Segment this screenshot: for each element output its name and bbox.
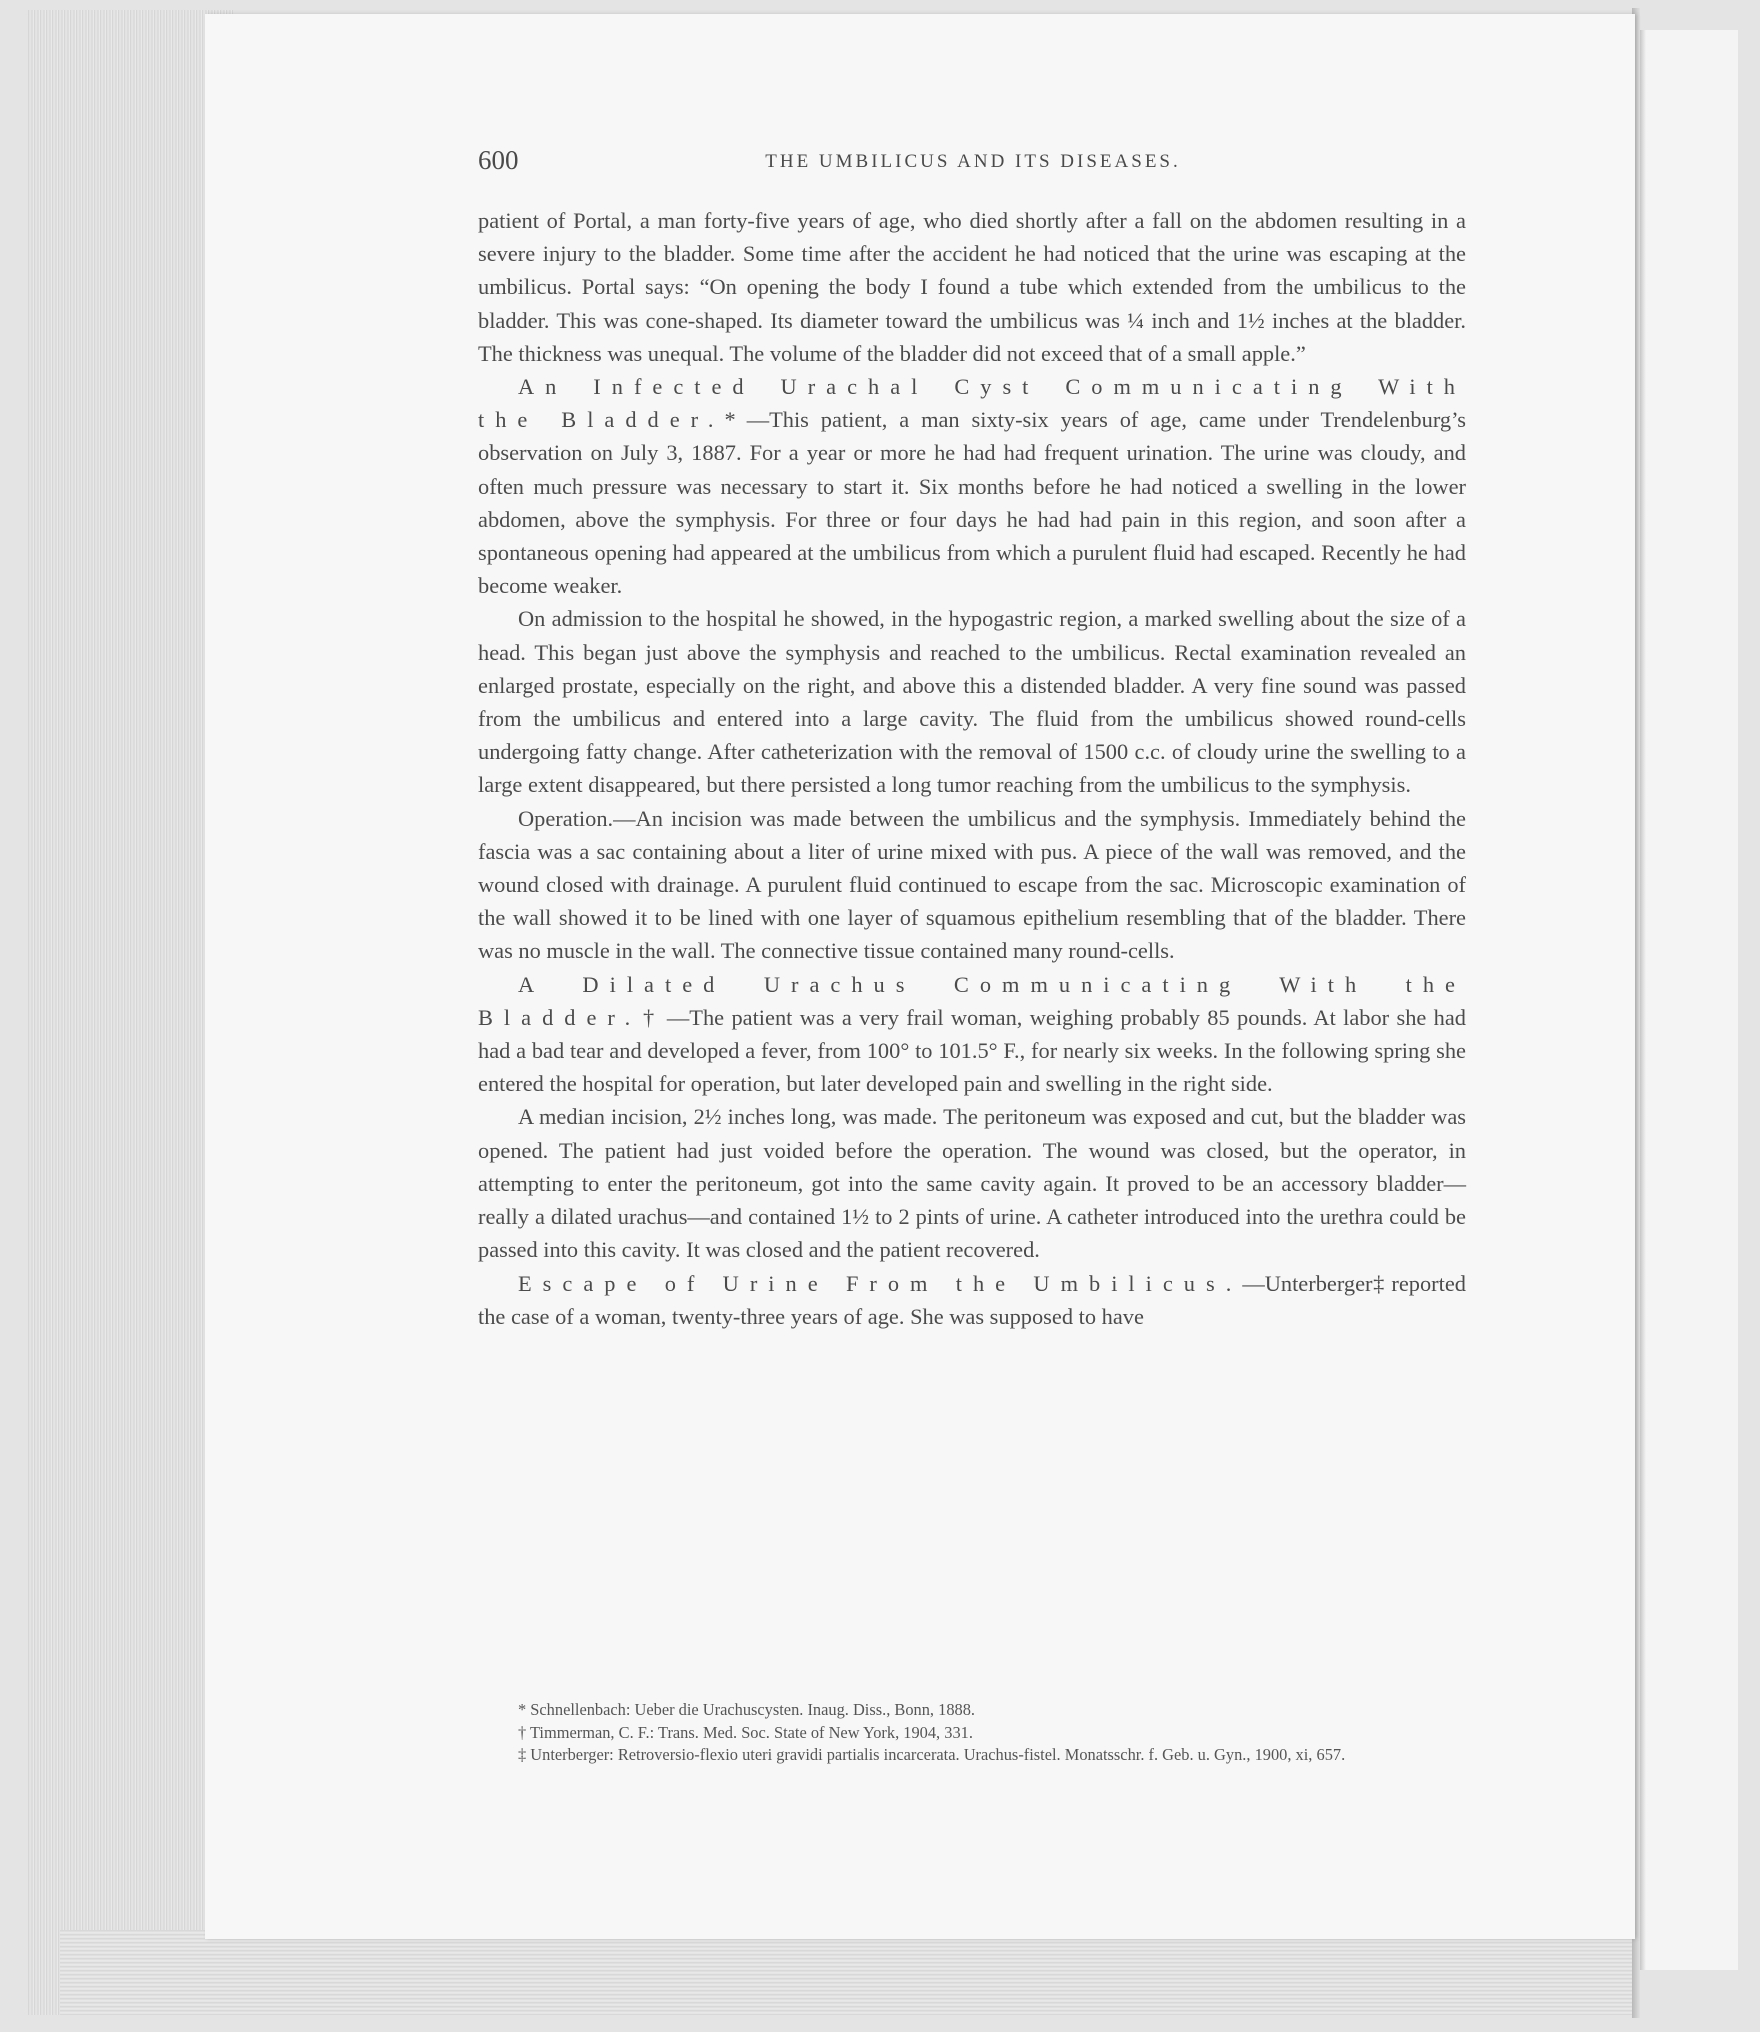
paragraph-median-incision: A median incision, 2½ inches long, was made. The peritoneum was exposed and cut, but the bladder was opened. The patient had just voided before the operation. The wound was closed, but the operator, in attempting to enter the peritoneum, got into the same cavity again. It proved to be an accessory bladder—really a dilated urachus—and contained 1½ to 2 pints of urine. A catheter introduced into the urethra could be passed into this cavity. It was closed and the patient recovered. bbox=[478, 1104, 1466, 1263]
paragraph-escape-of-urine bbox=[478, 1267, 1466, 1333]
paragraph-dilated-urachus bbox=[478, 968, 1466, 1101]
section-heading-infected-urachal-cyst: An Infected Urachal Cyst Communicating With the Bladder.* bbox=[478, 374, 1466, 433]
facing-page-strip bbox=[1640, 30, 1738, 1970]
paragraph-infected-urachal-cyst-body: —This patient, a man sixty-six years of age, came under Trendelenburg’s observation on July 3, 1887. For a year or more he had had frequent urination. The urine was cloudy, and often much pressure was necessary to start it. Six months before he had noticed a swelling in the lower abdomen, above the symphysis. For three or four days he had had pain in this region, and soon after a spontaneous opening had appeared at the umbilicus from which a purulent fluid had escaped. Recently he had become weaker. bbox=[478, 407, 1466, 599]
paragraph-escape-of-urine-body: —Unterberger‡ reported the case of a woman, twenty-three years of age. She was supposed to have bbox=[478, 1270, 1466, 1329]
page-header bbox=[478, 145, 1468, 179]
footnote-schnellenbach: * Schnellenbach: Ueber die Urachuscysten. Inaug. Diss., Bonn, 1888. bbox=[518, 1700, 976, 1719]
section-heading-dilated-urachus: A Dilated Urachus Communicating With the Bladder.† bbox=[478, 971, 1466, 1030]
gutter-shadow bbox=[1640, 30, 1646, 1970]
section-heading-escape-of-urine: Escape of Urine From the Umbilicus. bbox=[518, 1270, 1243, 1296]
paragraph-portal-case: patient of Portal, a man forty-five years of age, who died shortly after a fall on the abdomen resulting in a severe injury to the bladder. Some time after the accident he had noticed that the urine was escaping at the umbilicus. Portal says: “On opening the body I found a tube which extended from the umbilicus to the bladder. This was cone-shaped. Its diameter toward the umbilicus was ¼ inch and 1½ inches at the bladder. The thickness was unequal. The volume of the bladder did not exceed that of a small apple.” bbox=[478, 208, 1466, 366]
book-page-edges-bottom bbox=[60, 1930, 1640, 2015]
footnotes bbox=[478, 1700, 1466, 1768]
page-number: 600 bbox=[478, 145, 519, 175]
paragraph-dilated-urachus-body: —The patient was a very frail woman, weighing probably 85 pounds. At labor she had had a bad tear and developed a fever, from 100° to 101.5° F., for nearly six weeks. In the following spring she entered the hospital for operation, but later developed pain and swelling in the right side. bbox=[478, 1004, 1466, 1097]
body-text bbox=[478, 204, 1466, 1333]
book-page-edges-left bbox=[28, 10, 233, 2015]
paragraph-infected-urachal-cyst bbox=[478, 370, 1466, 602]
running-title: THE UMBILICUS AND ITS DISEASES. bbox=[765, 151, 1181, 172]
footnote-unterberger: ‡ Unterberger: Retroversio-flexio uteri gravidi partialis incarcerata. Urachus-fistel. Monatsschr. f. Geb. u. Gyn., 1900, xi, 657. bbox=[518, 1745, 1346, 1764]
paragraph-admission: On admission to the hospital he showed, in the hypogastric region, a marked swelling about the size of a head. This began just above the symphysis and reached to the umbilicus. Rectal examination revealed an enlarged prostate, especially on the right, and above this a distended bladder. A very fine sound was passed from the umbilicus and entered into a large cavity. The fluid from the umbilicus showed round-cells undergoing fatty change. After catheterization with the removal of 1500 c.c. of cloudy urine the swelling to a large extent disappeared, but there persisted a long tumor reaching from the umbilicus to the symphysis. bbox=[478, 606, 1466, 798]
footnote-timmerman: † Timmerman, C. F.: Trans. Med. Soc. State of New York, 1904, 331. bbox=[518, 1722, 973, 1742]
paragraph-operation: Operation.—An incision was made between the umbilicus and the symphysis. Immediately behind the fascia was a sac containing about a liter of urine mixed with pus. A piece of the wall was removed, and the wound closed with drainage. A purulent fluid continued to escape from the sac. Microscopic examination of the wall showed it to be lined with one layer of squamous epithelium resembling that of the bladder. There was no muscle in the wall. The connective tissue contained many round-cells. bbox=[478, 805, 1466, 964]
